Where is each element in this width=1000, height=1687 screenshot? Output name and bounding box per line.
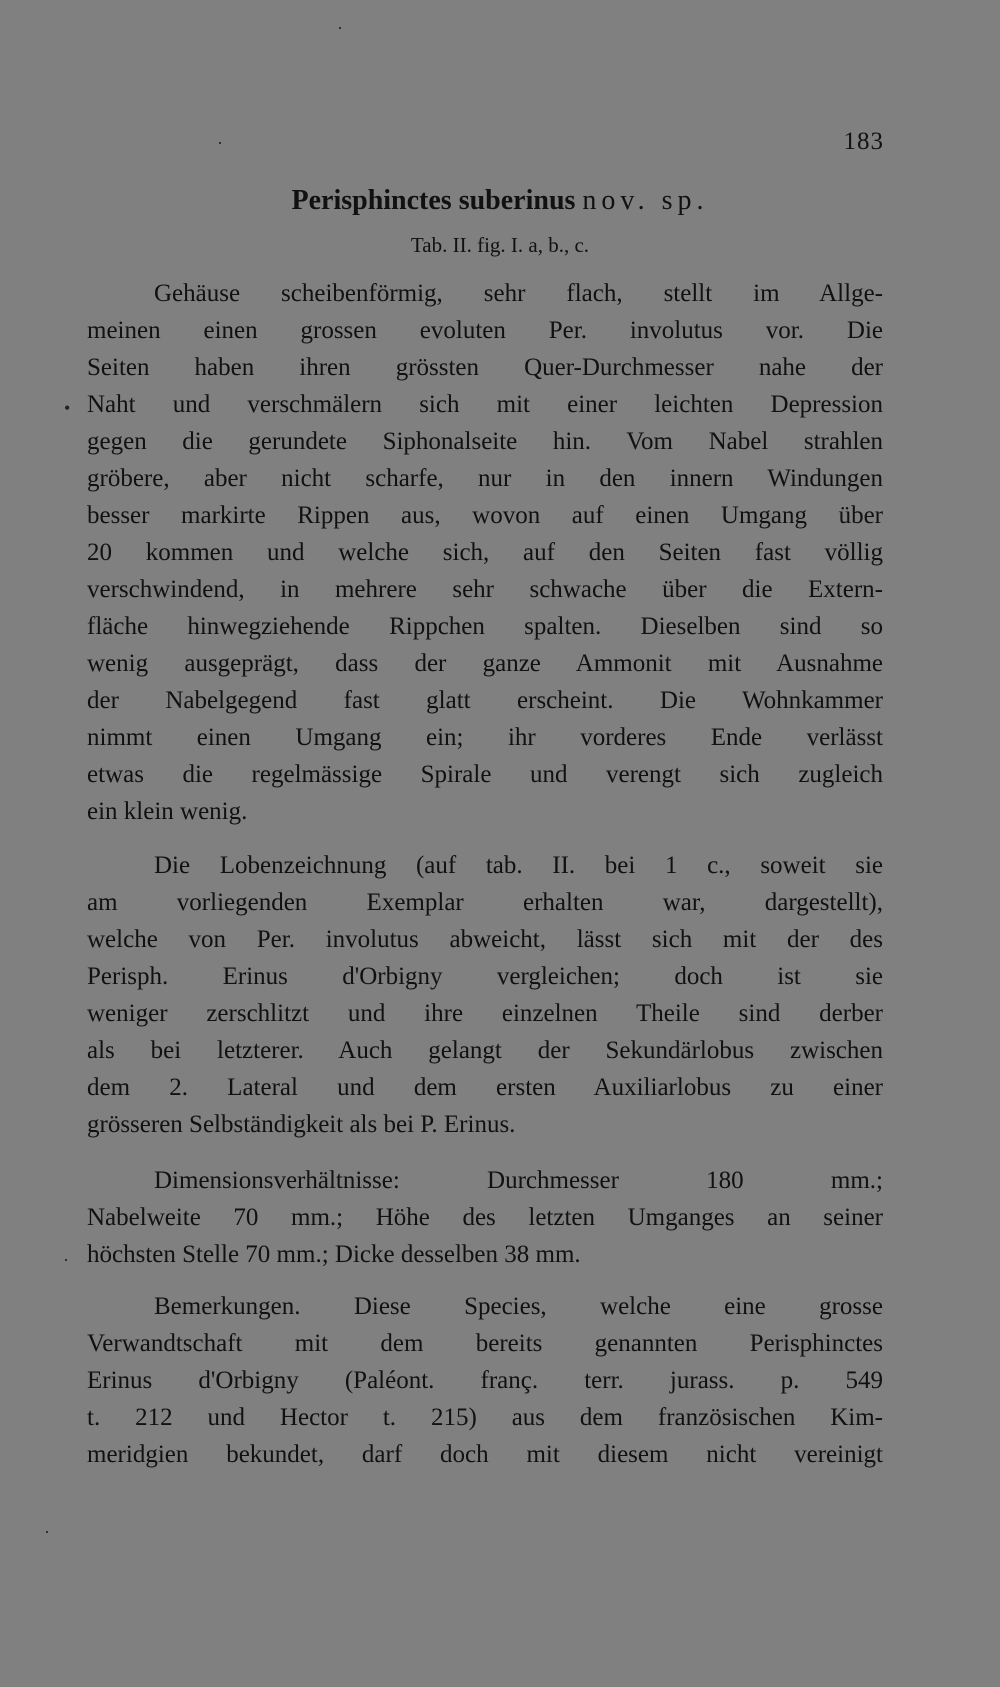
text-line: weniger zerschlitzt und ihre einzelnen Theile sind derber [87, 1000, 883, 1027]
text-line: als bei letzterer. Auch gelangt der Sekundärlobus zwischen [87, 1037, 883, 1064]
paragraph-remarks [87, 1288, 883, 1473]
text-line: Seiten haben ihren grössten Quer-Durchmesser nahe der [87, 354, 883, 381]
paragraph-dimensions [87, 1162, 883, 1273]
text-line: Verwandtschaft mit dem bereits genannten Perisphinctes [87, 1330, 883, 1357]
species-status: nov. sp. [582, 185, 709, 216]
plate-reference: Tab. II. fig. I. a, b., c. [410, 233, 590, 257]
text-line: etwas die regelmässige Spirale und verengt sich zugleich [87, 761, 883, 788]
species-name: Perisphinctes suberinus [291, 185, 576, 216]
text-line: welche von Per. involutus abweicht, lässt sich mit der des [87, 926, 883, 953]
text-line: Erinus d'Orbigny (Paléont. franç. terr. jurass. p. 549 [87, 1367, 883, 1394]
text-line: ein klein wenig. [87, 798, 248, 825]
scan-speck: · [337, 18, 343, 38]
text-line: am vorliegenden Exemplar erhalten war, dargestellt), [87, 889, 883, 916]
text-line: t. 212 und Hector t. 215) aus dem französischen Kim- [87, 1404, 883, 1431]
text-line: wenig ausgeprägt, dass der ganze Ammonit mit Ausnahme [87, 650, 883, 677]
scan-speck: · [44, 1522, 50, 1542]
paragraph-suture [87, 847, 883, 1143]
species-heading [0, 185, 1000, 217]
text-line: Dimensionsverhältnisse: Durchmesser 180 mm.; [154, 1167, 883, 1194]
text-line: Die Lobenzeichnung (auf tab. II. bei 1 c., soweit sie [154, 852, 883, 879]
text-line: Perisph. Erinus d'Orbigny vergleichen; doch ist sie [87, 963, 883, 990]
text-line: meridgien bekundet, darf doch mit diesem nicht vereinigt [87, 1441, 883, 1468]
text-line: 20 kommen und welche sich, auf den Seiten fast völlig [87, 539, 883, 566]
text-line: meinen einen grossen evoluten Per. involutus vor. Die [87, 317, 883, 344]
text-line: besser markirte Rippen aus, wovon auf einen Umgang über [87, 502, 883, 529]
text-line: höchsten Stelle 70 mm.; Dicke desselben 38 mm. [87, 1241, 581, 1268]
scan-speck: • [64, 398, 71, 418]
page-number: 183 [843, 128, 884, 155]
text-line: dem 2. Lateral und dem ersten Auxiliarlobus zu einer [87, 1074, 883, 1101]
text-line: nimmt einen Umgang ein; ihr vorderes Ende verlässt [87, 724, 883, 751]
text-line: gegen die gerundete Siphonalseite hin. Vom Nabel strahlen [87, 428, 883, 455]
text-line: Gehäuse scheibenförmig, sehr flach, stellt im Allge- [154, 280, 883, 307]
text-line: Nabelweite 70 mm.; Höhe des letzten Umganges an seiner [87, 1204, 883, 1231]
text-line: fläche hinwegziehende Rippchen spalten. Dieselben sind so [87, 613, 883, 640]
text-line: gröbere, aber nicht scharfe, nur in den innern Windungen [87, 465, 883, 492]
text-line: grösseren Selbständigkeit als bei P. Erinus. [87, 1111, 516, 1138]
text-line: der Nabelgegend fast glatt erscheint. Die Wohnkammer [87, 687, 883, 714]
text-line: Naht und verschmälern sich mit einer leichten Depression [87, 391, 883, 418]
text-line: Bemerkungen. Diese Species, welche eine grosse [154, 1293, 883, 1320]
text-line: verschwindend, in mehrere sehr schwache über die Extern- [87, 576, 883, 603]
scan-speck: · [63, 1250, 69, 1270]
paragraph-description [87, 275, 883, 830]
scan-speck: · [217, 133, 223, 153]
